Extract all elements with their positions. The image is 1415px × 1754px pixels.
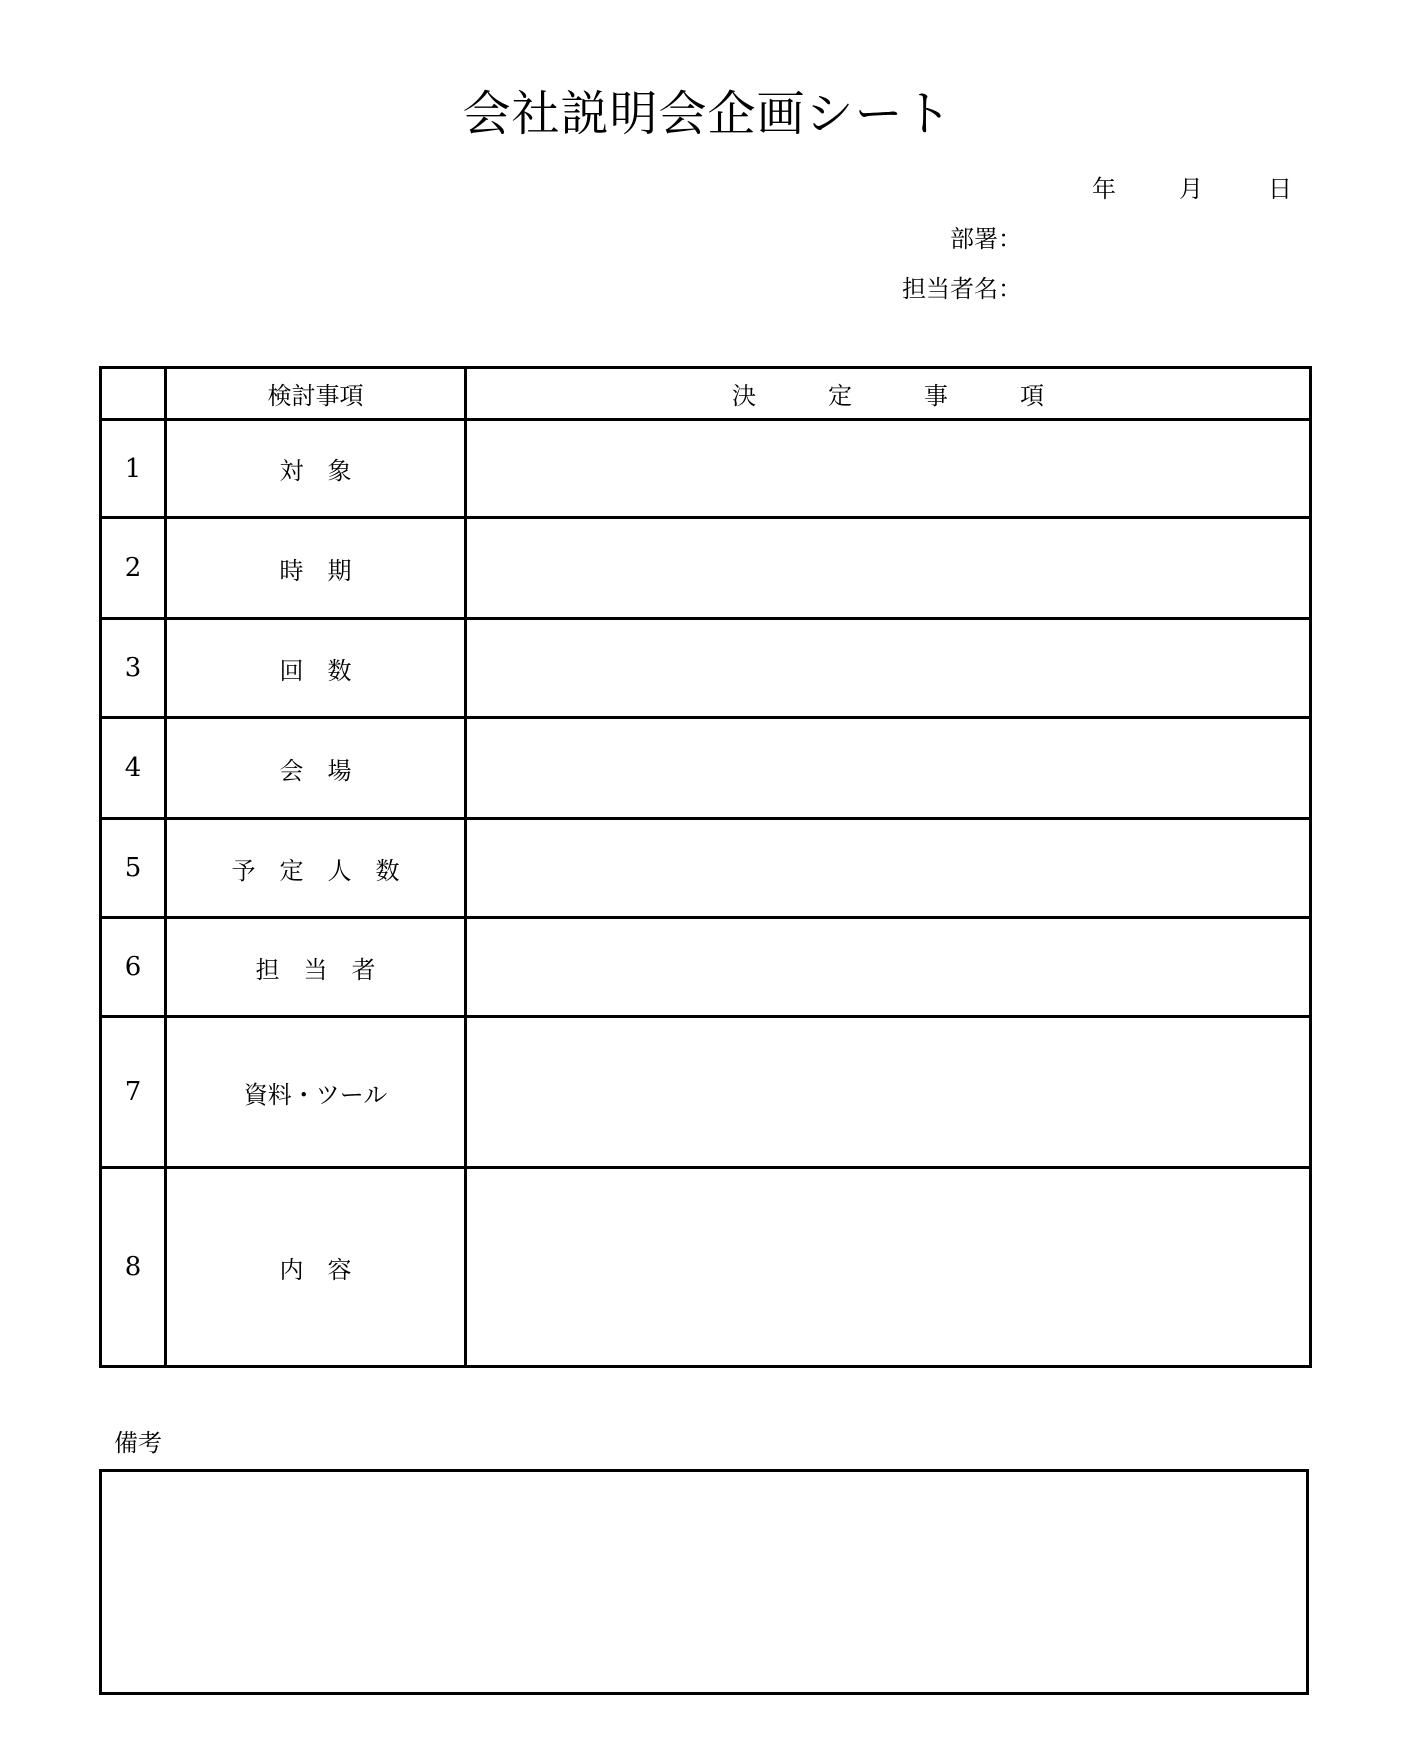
- row-number: 1: [101, 420, 166, 518]
- row-decision-cell[interactable]: [466, 819, 1311, 918]
- date-day-label: 日: [1268, 175, 1292, 203]
- row-number: 2: [101, 518, 166, 619]
- row-item: 回 数: [166, 619, 466, 718]
- row-item: 予 定 人 数: [166, 819, 466, 918]
- row-number: 7: [101, 1017, 166, 1168]
- row-decision-cell[interactable]: [466, 420, 1311, 518]
- table-row: [101, 918, 1311, 1017]
- table-row: [101, 819, 1311, 918]
- row-decision-cell[interactable]: [466, 918, 1311, 1017]
- row-item: 時 期: [166, 518, 466, 619]
- row-decision-cell[interactable]: [466, 619, 1311, 718]
- row-number: 6: [101, 918, 166, 1017]
- row-number: 5: [101, 819, 166, 918]
- row-item: 担 当 者: [166, 918, 466, 1017]
- row-number: 3: [101, 619, 166, 718]
- table-row: [101, 619, 1311, 718]
- row-decision-cell[interactable]: [466, 718, 1311, 819]
- date-year-label: 年: [1092, 175, 1116, 203]
- row-item: 資料・ツール: [166, 1017, 466, 1168]
- row-item: 対 象: [166, 420, 466, 518]
- date-month-label: 月: [1179, 175, 1203, 203]
- row-item: 会 場: [166, 718, 466, 819]
- table-header-row: [101, 368, 1311, 420]
- person-in-charge-label: 担当者名：: [902, 275, 1022, 303]
- row-decision-cell[interactable]: [466, 518, 1311, 619]
- planning-table: [99, 366, 1312, 1368]
- header-decision: 決 定 事 項: [466, 368, 1311, 420]
- table-row: [101, 518, 1311, 619]
- remarks-label: 備考: [114, 1429, 162, 1457]
- page-title: 会社説明会企画シート: [462, 86, 953, 142]
- row-number: 8: [101, 1168, 166, 1367]
- table-row: [101, 718, 1311, 819]
- row-number: 4: [101, 718, 166, 819]
- table-row: [101, 1168, 1311, 1367]
- table-row: [101, 1017, 1311, 1168]
- header-number: [101, 368, 166, 420]
- row-decision-cell[interactable]: [466, 1017, 1311, 1168]
- remarks-box[interactable]: [99, 1469, 1309, 1695]
- row-decision-cell[interactable]: [466, 1168, 1311, 1367]
- department-label: 部署：: [950, 225, 1022, 253]
- table-row: [101, 420, 1311, 518]
- header-item: 検討事項: [166, 368, 466, 420]
- row-item: 内 容: [166, 1168, 466, 1367]
